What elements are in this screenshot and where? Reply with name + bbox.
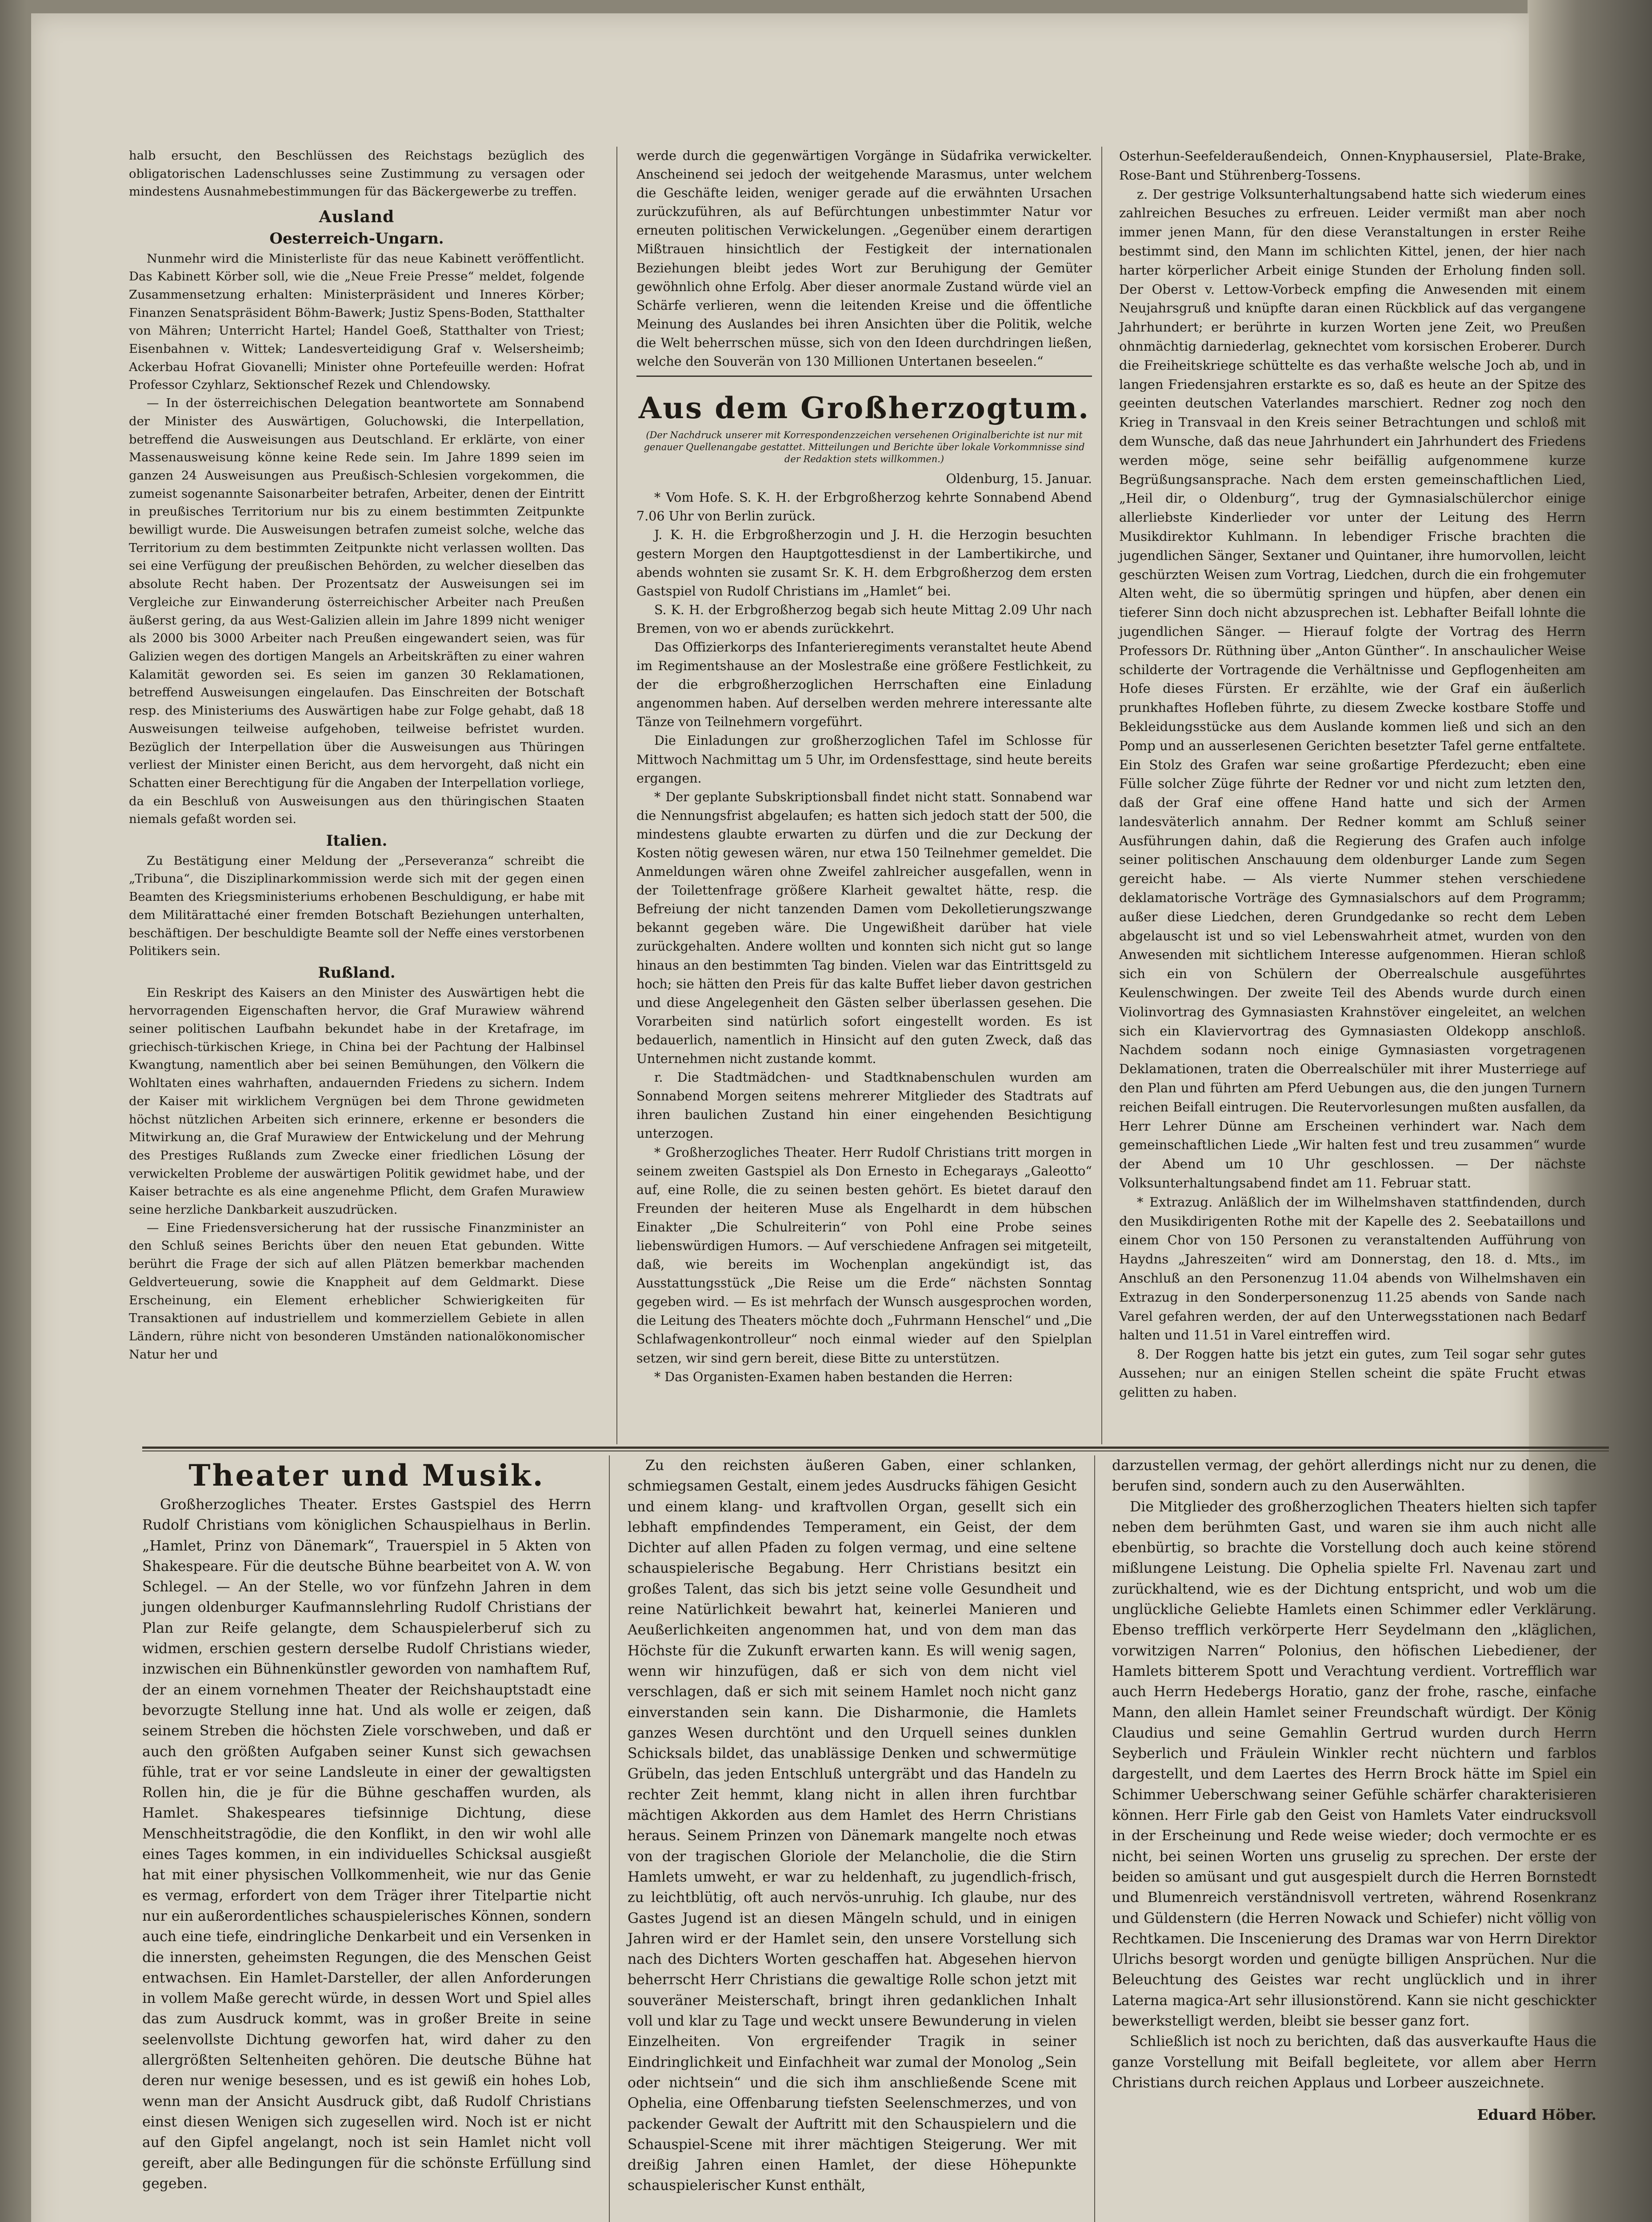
article-text: werde durch die gegenwärtigen Vorgänge in Südafrika verwickelter. Anscheinend sei jedoch der weitgehende Marasmus, unter welchem die Geschäfte leiden, weniger gerade auf die erwähnten Ursachen zurückzuführen, als auf Befürchtungen unbestimmter Natur vor erneuten politischen Verwickelungen. „Gegenüber einem derartigen Mißtrauen hinsichtlich der Festigkeit der internationalen Beziehungen bleibt jedes Wort zur Beruhigung der Gemüter gewöhnlich ohne Erfolg. Aber dieser anormale Zustand würde viel an Schärfe verlieren, wenn die leitenden Kreise und die öffentliche Meinung des Auslandes bei ihren Ansichten über die Politik, welche die Welt beherrschen müsse, sich von den Ideen durchdringen ließen, welche den Souverän von 130 Millionen Untertanen beseelen.“ (636, 148, 1092, 369)
review-text: Die Mitglieder des großherzoglichen Theaters hielten sich tapfer neben dem berühmten Gast, und waren sie ihm auch nicht alle ebenbürtig, so brachte die Vorstellung doch auch keine störend mißlungene Leistung. Die Ophelia spielte Frl. Navenau zart und zurückhaltend, wie es der Dichtung entspricht, und wob um die unglückliche Geliebte Hamlets einen Schimmer edler Verklärung. Ebenso trefflich verkörperte Herr Seydelmann den „kläglichen, vorwitzigen Narren“ Polonius, den höfischen Liebediener, der Hamlets bitterem Spott und Verachtung verdient. Vortrefflich war auch Herrn Hedebergs Horatio, ganz der frohe, rasche, einfache Mann, den allein Hamlet seiner Freundschaft würdigt. Der König Claudius und seine Gemahlin Gertrud wurden durch Herrn Seyberlich und Fräulein Winkler recht nüchtern und farblos dargestellt, und dem Laertes des Herrn Brock hätte im Spiel ein Schimmer Ueberschwang seiner Gefühle schärfer charakterisieren können. Herr Firle gab den Geist von Hamlets Vater eindrucksvoll in der Erscheinung und Rede weise wieder; doch vermochte er es nicht, bei seinen Worten uns gruselig zu sprechen. Der erste der beiden so amüsant und gut ausgespielt durch die Herren Bornstedt und Blumenreich verständnisvoll vertreten, während Rosenkranz und Güldenstern (die Herren Nowack und Schiefer) nicht völlig von Rechtkamen. Die Inscenierung des Dramas war von Herrn Direktor Ulrichs besorgt worden und genügte billigen Ansprüchen. Nur die Beleuchtung des Geistes war recht unglücklich und in ihrer Laterna magica-Art sehr illusionstörend. Kann sie nicht geschickter bewerkstelligt werden, bleibt sie besser ganz fort. (1112, 1499, 1596, 2030)
upper-section (129, 147, 1609, 1449)
section-divider (636, 376, 1092, 377)
column-rule (1101, 147, 1102, 1444)
article-text: Osterhun-Seefelderaußendeich, Onnen-Knyphausersiel, Plate-Brake, Rose-Bant und Stührenberg-Tossens. (1119, 148, 1586, 183)
article-text: S. K. H. der Erbgroßherzog begab sich heute Mittag 2.09 Uhr nach Bremen, von wo er abends zurückkehrt. (636, 602, 1092, 636)
subheading-russland: Rußland. (318, 963, 396, 982)
article-text: * Vom Hofe. S. K. H. der Erbgroßherzog kehrte Sonnabend Abend 7.06 Uhr von Berlin zurück. (636, 490, 1092, 524)
article-text: Das Offizierkorps des Infanterieregiments veranstaltet heute Abend im Regimentshause an der Moslestraße eine größere Festlichkeit, zu der die erbgroßherzoglichen Herrschaften eine Einladung angenommen haben. Auf derselben werden mehrere interessante alte Tänze von Teilnehmern vorgeführt. (636, 639, 1092, 730)
feuilleton-column-1 (142, 1455, 591, 2194)
article-text: * Extrazug. Anläßlich der im Wilhelmshaven stattfindenden, durch den Musikdirigenten Rothe mit der Kapelle des 2. Seebataillons und einem Chor von 150 Personen zu veranstaltenden Aufführung von Haydns „Jahreszeiten“ wird am Donnerstag, den 18. d. Mts., im Anschluß an den Personenzug 11.04 abends von Wilhelmshaven ein Extrazug in den Sonderpersonenzug 11.25 abends von Sande nach Varel gefahren werden, der auf den Unterwegsstationen nach Bedarf halten und 11.51 in Varel eintreffen wird. (1119, 1194, 1586, 1343)
subheading-oesterreich: Oesterreich-Ungarn. (269, 229, 444, 248)
article-text: r. Die Stadtmädchen- und Stadtknabenschulen wurden am Sonnabend Morgen seitens mehrerer Mitglieder des Stadtrats auf ihren baulichen Zustand hin einer eingehenden Besichtigung unterzogen. (636, 1070, 1092, 1141)
article-text: * Das Organisten-Examen haben bestanden die Herren: (654, 1369, 1013, 1384)
article-text: halb ersucht, den Beschlüssen des Reichstags bezüglich des obligatorischen Ladenschlusses seine Zustimmung zu versagen oder mindestens Ausnahmebestimmungen für das Bäckergewerbe zu treffen. (129, 148, 584, 199)
section-note: (Der Nachdruck unserer mit Korrespondenzzeichen versehenen Originalberichte ist nur mit genauer Quellenangabe gestattet. Mitteilungen und Berichte über lokale Vorkommnisse sind der Redaktion stets willkommen.) (644, 430, 1085, 465)
subheading-italien: Italien. (326, 832, 388, 850)
section-title-grossherzogtum: Aus dem Großherzogtum. (638, 391, 1090, 426)
column-2 (636, 147, 1092, 1387)
feuilleton-rule-top (142, 1447, 1609, 1449)
author-signature: Eduard Höber. (1477, 2106, 1596, 2124)
article-text: 8. Der Roggen hatte bis jetzt ein gutes, zum Teil sogar sehr gutes Aussehen; nur an einigen Stellen scheint die späte Frucht etwas gelitten zu haben. (1119, 1347, 1586, 1400)
article-text: Nunmehr wird die Ministerliste für das neue Kabinett veröffentlicht. Das Kabinett Körber soll, wie die „Neue Freie Presse“ meldet, folgende Zusammensetzung erhalten: Ministerpräsident und Inneres Körber; Finanzen Senatspräsident Böhm-Bawerk; Justiz Spens-Boden, Statthalter von Mähren; Unterricht Hartel; Handel Goeß, Statthalter von Triest; Eisenbahnen v. Wittek; Landesverteidigung Graf v. Welsersheimb; Ackerbau Hofrat Giovanelli; Minister ohne Portefeuille werden: Hofrat Professor Czyhlarz, Sektionschef Rezek und Chlendowsky. (129, 251, 584, 392)
review-text: Schließlich ist noch zu berichten, daß das ausverkaufte Haus die ganze Vorstellung mit Beifall begleitete, vor allem aber Herrn Christians durch reichen Applaus und Lorbeer auszeichnete. (1112, 2034, 1596, 2091)
column-1 (129, 147, 584, 1363)
feuilleton-column-2 (628, 1455, 1076, 2196)
feuilleton-title: Theater und Musik. (188, 1458, 545, 1493)
article-text: * Der geplante Subskriptionsball findet nicht statt. Sonnabend war die Nennungsfrist abgelaufen; es hatten sich jedoch statt der 500, die mindestens glaubte erwarten zu dürfen und die zur Deckung der Kosten nötig gewesen wären, nur etwa 150 Teilnehmer gemeldet. Die Anmeldungen wären ohne Zweifel zahlreicher ausgefallen, wenn in der Toilettenfrage größere Klarheit gewaltet hätte, resp. die Befreiung der nicht tanzenden Damen vom Dekolletierungszwange bekannt gegeben wäre. Die Ungewißheit darüber hat viele zurückgehalten. Andere wollten und konnten sich nicht gut so lange hinaus an den bestimmten Tag binden. Vielen war das Eintrittsgeld zu hoch; sie hätten den Preis für das kalte Buffet lieber davon gestrichen und diese Angelegenheit den Gästen selber überlassen gesehen. Die Vorarbeiten sind natürlich sofort eingestellt worden. Es ist bedauerlich, namentlich in Hinsicht auf den guten Zweck, daß das Unternehmen nicht zustande kommt. (636, 789, 1092, 1067)
article-text: Die Einladungen zur großherzoglichen Tafel im Schlosse für Mittwoch Nachmittag um 5 Uhr, im Ordensfesttage, sind heute bereits ergangen. (636, 733, 1092, 786)
column-rule (1094, 1455, 1095, 2222)
article-text: — In der österreichischen Delegation beantwortete am Sonnabend der Minister des Auswärtigen, Goluchowski, die Interpellation, betreffend die Ausweisungen aus Deutschland. Er erklärte, von einer Massenausweisung könne keine Rede sein. Im Jahre 1899 seien im ganzen 24 Ausweisungen aus Preußisch-Schlesien vorgekommen, die zumeist sogenannte Saisonarbeiter betrafen, Arbeiter, denen der Eintritt in preußisches Territorium nur bis zu einem bestimmten Zeitpunkte bewilligt wurde. Die Ausweisungen betrafen zumeist solche, welche das Territorium zu dem bestimmten Zeitpunkte nicht verlassen wollten. Das sei eine Verfügung der preußischen Behörden, zu welcher dieselben das absolute Recht haben. Der Prozentsatz der Ausweisungen sei im Vergleiche zur Einwanderung österreichischer Arbeiter nach Preußen äußerst gering, da aus West-Galizien allein im Jahre 1899 nicht weniger als 2000 bis 3000 Arbeiter nach Preußen eingewandert seien, was für Galizien wegen des dortigen Mangels an Arbeitskräften zu einer wahren Kalamität geworden sei. Es seien im ganzen 30 Reklamationen, betreffend Ausweisungen eingelaufen. Das Einschreiten der Botschaft resp. des Ministeriums des Auswärtigen habe zur Folge gehabt, daß 18 Ausweisungen teilweise aufgehoben, teilweise befristet wurden. Bezüglich der Interpellation über die Ausweisungen aus Thüringen verliest der Minister einen Bericht, aus dem hervorgeht, daß nicht ein Schatten einer Berechtigung für die Angaben der Interpellation vorliege, da ein Beschluß von Ausweisungen aus den thüringischen Staaten niemals gefaßt worden sei. (129, 396, 584, 827)
review-text: Zu den reichsten äußeren Gaben, einer schlanken, schmiegsamen Gestalt, einem jedes Ausdrucks fähigen Gesicht und einem klang- und kraftvollen Organ, gesellt sich ein lebhaft empfindendes Temperament, ein Geist, der dem Dichter auf allen Pfaden zu folgen vermag, und eine seltene schauspielerische Begabung. Herr Christians besitzt ein großes Talent, das sich bis jetzt seine volle Gesundheit und reine Natürlichkeit bewahrt hat, keinerlei Manieren und Aeußerlichkeiten angenommen hat, und von dem man das Höchste für die Zukunft erwarten kann. Es will wenig sagen, wenn wir hinzufügen, daß er sich von dem nicht viel verschlagen, daß er sich mit seinem Hamlet noch nicht ganz einverstanden sein kann. Die Disharmonie, die Hamlets ganzes Wesen durchtönt und den Urquell seines dunklen Schicksals bildet, das unablässige Denken und schwermütige Grübeln, das jeden Entschluß untergräbt und das Handeln zu rechter Zeit hemmt, klang nicht in allen ihren furchtbar mächtigen Akkorden aus dem Hamlet des Herrn Christians heraus. Seinem Prinzen von Dänemark mangelte noch etwas von der tragischen Gloriole der Melancholie, die die Stirn Hamlets umweht, er war zu heldenhaft, zu jugendlich-frisch, zu leichtblütig, oft auch nervös-unruhig. Ich glaube, nur des Gastes Jugend ist an diesen Mängeln schuld, und in einigen Jahren wird er der Hamlet sein, den unsere Vorstellung sich nach des Dichters Worten geschaffen hat. Abgesehen hiervon beherrscht Herr Christians die gewaltige Rolle schon jetzt mit souveräner Meisterschaft, bringt ihren gedanklichen Inhalt voll und klar zu Tage und weckt unsere Bewunderung in vielen Einzelheiten. Von ergreifender Tragik in seiner Eindringlichkeit und Einfachheit war zumal der Monolog „Sein oder nichtsein“ und die sich ihm anschließende Scene mit Ophelia, eine Offenbarung tiefsten Seelenschmerzes, und von packender Gewalt der Auftritt mit den Schauspielern und die Schauspiel-Scene mit ihrer mächtigen Steigerung. Wer mit dreißig Jahren einen Hamlet, der diese Höhepunkte schauspielerischer Kunst enthält, (628, 1458, 1076, 2194)
column-rule (616, 147, 617, 1444)
feuilleton-section (142, 1455, 1609, 2222)
article-text: z. Der gestrige Volksunterhaltungsabend hatte sich wiederum eines zahlreichen Besuches zu erfreuen. Leider vermißt man aber noch immer jenen Mann, für den diese Veranstaltungen in erster Reihe bestimmt sind, den Mann im schlichten Kittel, jenen, der hier nach harter körperlicher Arbeit einige Stunden der Erholung finden soll. Der Oberst v. Lettow-Vorbeck empfing die Anwesenden mit einem Neujahrsgruß und knüpfte daran einen Rückblick auf das vergangene Jahrhundert; er berührte in kurzen Worten jene Zeit, wo Preußen ohnmächtig darniederlag, geknechtet vom korsischen Eroberer. Durch die Freiheitskriege schüttelte es das verhaßte welsche Joch ab, und in langen Friedensjahren erstarkte es so, daß es heute an der Spitze des geeinten deutschen Vaterlandes marschiert. Redner zog noch den Krieg in Transvaal in den Kreis seiner Betrachtungen und schloß mit dem Wunsche, daß das neue Jahrhundert ein Jahrhundert des Friedens werden möge, seine sehr beifällig aufgenommene kurze Begrüßungsansprache. Nach dem ersten gemeinschaftlichen Lied, „Heil dir, o Oldenburg“, trug der Gymnasialschülerchor einige allerliebste Kinderlieder vor unter der Leitung des Herrn Musikdirektor Kuhlmann. In lebendiger Frische brachten die jugendlichen Sänger, Sextaner und Quintaner, ihre humorvollen, leicht geschürzten Weisen zum Vortrag, Liedchen, durch die ein frohgemuter Alten weht, die so übermütig springen und hüpfen, aber denen ein tieferer Sinn doch nicht abzusprechen ist. Lebhafter Beifall lohnte die jugendlichen Sänger. — Hierauf folgte der Vortrag des Herrn Professors Dr. Rüthning über „Anton Günther“. In anschaulicher Weise schilderte der Vortragende die Verhältnisse und Gepflogenheiten am Hofe dieses Fürsten. Er erzählte, wie der Graf ein äußerlich prunkhaftes Hofleben führte, zu diesem Zwecke kostbare Stoffe und Bekleidungsstücke aus dem Auslande kommen ließ und sich an den Pomp und an ausserlesenen Gerichten besetzter Tafel gerne entfaltete. Ein Stolz des Grafen war seine großartige Pferdezucht; eben eine Fülle solcher Züge führte der Redner vor und nicht zum letzten den, daß der Graf eine offene Hand hatte und sich der Armen landesväterlich annahm. Der Redner kommt am Schluß seiner Ausführungen dahin, daß die Regierung des Grafen auch infolge seiner politischen Anschauung dem oldenburger Lande zum Segen gereicht habe. — Als vierte Nummer stehen verschiedene deklamatorische Vorträge des Gymnasialschors auf dem Programm; außer diese Liedchen, deren Grundgedanke so recht dem Leben abgelauscht ist und so viel Lebenswahrheit atmet, wurden von den Anwesenden mit sichtlichem Interesse aufgenommen. Hieran schloß sich ein von Schülern der Oberrealschule ausgeführtes Keulenschwingen. Der zweite Teil des Abends wurde durch einen Violinvortrag des Gymnasiasten Krahnstöver eingeleitet, an welchen sich ein Klaviervortrag des Gymnasiasten Oldekopp anschloß. Nachdem sodann noch einige Gymnasiasten vorgetragenen Deklamationen, traten die Oberrealschüler mit ihrer Musterriege auf den Plan und führten am Pferd Uebungen aus, die den jungen Turnern reichen Beifall eintrugen. Die Reutervorlesungen mußten ausfallen, da Herr Lehrer Dünne am Erscheinen verhindert war. Nach dem gemeinschaftlichen Liede „Wir halten fest und treu zusammen“ wurde der Abend um 10 Uhr geschlossen. — Der nächste Volksunterhaltungsabend findet am 11. Februar statt. (1119, 186, 1586, 1191)
section-heading-ausland: Ausland (319, 208, 395, 227)
article-text: * Großherzogliches Theater. Herr Rudolf Christians tritt morgen in seinem zweiten Gastspiel als Don Ernesto in Echegarays „Galeotto“ auf, eine Rolle, die zu seinen besten gehört. Es bietet darauf den Freunden der heiteren Muse als Engelhardt in dem hübschen Einakter „Die Schulreiterin“ von Pohl eine Probe seines liebenswürdigen Humors. — Auf verschiedene Anfragen sei mitgeteilt, daß, wie bereits im Wochenplan angekündigt ist, das Ausstattungsstück „Die Reise um die Erde“ nächsten Sonntag gegeben wird. — Es ist mehrfach der Wunsch ausgesprochen worden, die Leitung des Theaters möchte doch „Fuhrmann Henschel“ und „Die Schlafwagenkontrolleur“ noch einmal wieder auf den Spielplan setzen, wir sind gern bereit, diese Bitte zu unterstützen. (636, 1145, 1092, 1366)
dateline: Oldenburg, 15. Januar. (946, 472, 1092, 487)
article-text: — Eine Friedensversicherung hat der russische Finanzminister an den Schluß seines Berichts über den neuen Etat gebunden. Witte berührt die Frage der sich auf allen Plätzen bemerkbar machenden Geldverteuerung, sowie die Knappheit auf dem Geldmarkt. Diese Erscheinung, ein Element erheblicher Schwierigkeiten für Transaktionen auf industriellem und kommerziellem Gebiete in allen Ländern, rühre nicht von besonderen Umständen nationalökonomischer Natur her und (129, 1220, 584, 1362)
column-rule (609, 1455, 610, 2222)
article-text: Zu Bestätigung einer Meldung der „Perseveranza“ schreibt die „Tribuna“, die Disziplinarkommission werde sich mit der gegen einen Beamten des Kriegsministeriums erhobenen Beschuldigung, er habe mit dem Militärattaché einer fremden Botschaft Beziehungen unterhalten, beschäftigen. Der beschuldigte Beamte soll der Neffe eines verstorbenen Politikers sein. (129, 853, 584, 959)
feuilleton-column-3 (1112, 1455, 1596, 2126)
scan-edge-left (0, 0, 27, 2222)
review-text: Großherzogliches Theater. Erstes Gastspiel des Herrn Rudolf Christians vom königlichen Schauspielhaus in Berlin. „Hamlet, Prinz von Dänemark“, Trauerspiel in 5 Akten von Shakespeare. Für die deutsche Bühne bearbeitet von A. W. von Schlegel. — An der Stelle, wo vor fünfzehn Jahren in dem jungen oldenburger Kaufmannslehrling Rudolf Christians der Plan zur Reife gelangte, dem Schauspielerberuf sich zu widmen, erschien gestern derselbe Rudolf Christians wieder, inzwischen ein Bühnenkünstler geworden von namhaftem Ruf, der an einem vornehmen Theater der Reichshauptstadt eine bevorzugte Stellung inne hat. Und als wolle er zeigen, daß seinem Streben die höchsten Ziele vorschweben, und daß er auch den größten Aufgaben seiner Kunst sich gewachsen fühle, trat er vor seine Landsleute in einer der gewaltigsten Rollen hin, die je für die Bühne geschaffen wurden, als Hamlet. Shakespeares tiefsinnige Dichtung, diese Menschheitstragödie, die den Konflikt, in den wir wohl alle eines Tages kommen, in ein individuelles Schicksal ausgießt hat mit einer physischen Vollkommenheit, wie nur das Genie es vermag, erfordert von dem Träger ihrer Titelpartie nicht nur ein außerordentliches schauspielerisches Können, sondern auch eine tiefe, eindringliche Denkarbeit und ein Versenken in die innersten, geheimsten Regungen, die des Menschen Geist entwachsen. Ein Hamlet-Darsteller, der allen Anforderungen in vollem Maße gerecht würde, in dessen Wort und Spiel alles das zum Ausdruck kommt, was in großer Breite in seine seelenvollste Dichtung geworfen hat, wird daher zu den allergrößten Seltenheiten gehören. Die deutsche Bühne hat deren nur wenige besessen, und es ist gewiß ein hohes Lob, wenn man der Ansicht Ausdruck gibt, daß Rudolf Christians einst diesen Wenigen sich zugesellen wird. Noch ist er nicht auf den Gipfel angelangt, noch ist sein Hamlet nicht voll gereift, aber alle Bedingungen für die schönste Erfüllung sind gegeben. (142, 1497, 591, 2192)
article-text: J. K. H. die Erbgroßherzogin und J. H. die Herzogin besuchten gestern Morgen den Hauptgottesdienst in der Lambertikirche, und abends wohnten sie zusamt Sr. K. H. dem Erbgroßherzog dem ersten Gastspiel von Rudolf Christians im „Hamlet“ bei. (636, 528, 1092, 599)
review-text: darzustellen vermag, der gehört allerdings nicht nur zu denen, die berufen sind, sondern auch zu den Auserwählten. (1112, 1458, 1596, 1495)
column-3 (1119, 147, 1586, 1402)
article-text: Ein Reskript des Kaisers an den Minister des Auswärtigen hebt die hervorragenden Eigenschaften hervor, die Graf Murawiew während seiner politischen Laufbahn bekundet habe in der Kretafrage, im griechisch-türkischen Kriege, in China bei der Pachtung der Halbinsel Kwangtung, namentlich aber bei seinen Bemühungen, den Völkern die Wohltaten eines wahrhaften, andauernden Friedens zu sichern. Indem der Kaiser mit wirklichem Vergnügen bei dem Throne gewidmeten höchst nützlichen Arbeiten sich erinnere, erkenne er besonders die Mitwirkung an, die Graf Murawiew der Entwickelung und der Mehrung des Prestiges Rußlands zum Zwecke einer friedlichen Lösung der verwickelten Probleme der auswärtigen Politik gewidmet habe, und der Kaiser betrachte es als eine angenehme Pflicht, dem Grafen Murawiew seine herzliche Dankbarkeit auszudrücken. (129, 985, 584, 1217)
